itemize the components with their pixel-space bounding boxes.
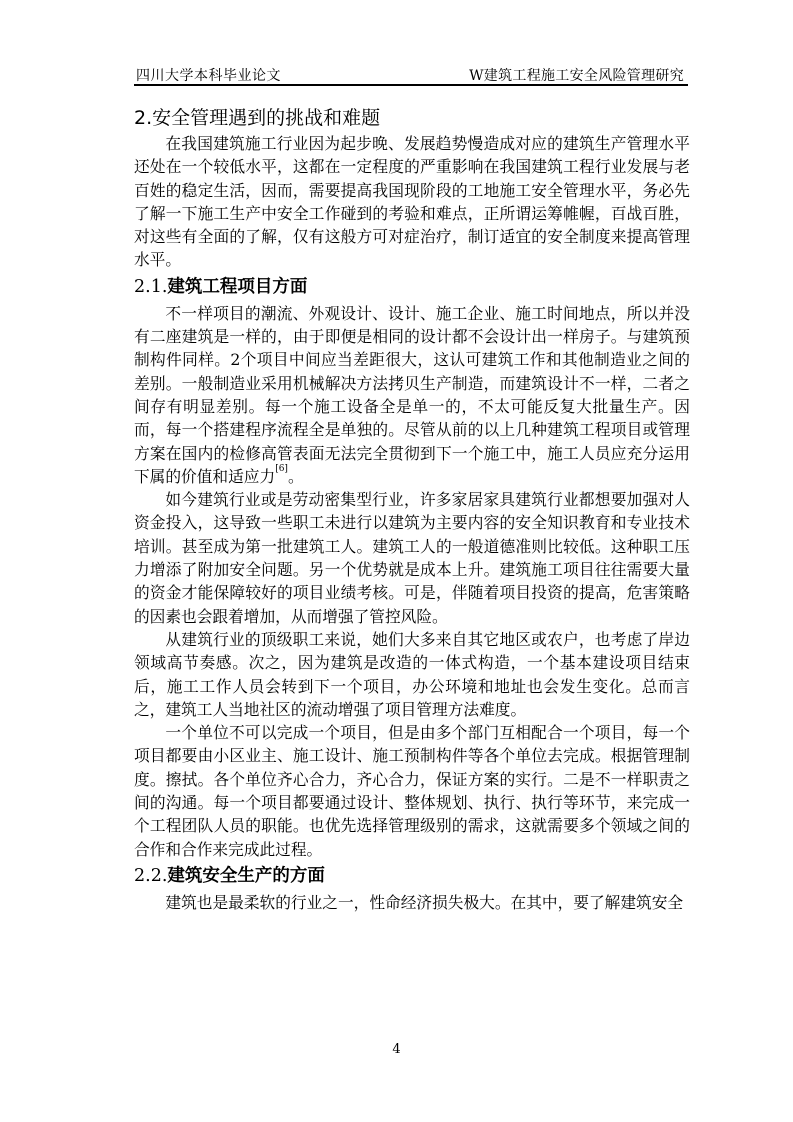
section-intro-paragraph: 在我国建筑施工行业因为起步晚、发展趋势慢造成对应的建筑生产管理水平还处在一个较低水平，这都在一定程度的严重影响在我国建筑工程行业发展与老百姓的稳定生活，因而，需要提高我国现阶段的工地施工安全管理水平，务必先了解一下施工生产中安全工作碰到的考验和难点，正所谓运筹帷幄，百战百胜，对这些有全面的了解，仅有这般方可对症治疗，制订适宜的安全制度来提高管理水平。: [134, 134, 690, 270]
paragraph-end: 。: [287, 466, 304, 486]
paragraph: [134, 302, 690, 488]
page-header: [134, 62, 688, 86]
subsection-number: 2.2.: [134, 865, 168, 886]
paragraph: 一个单位不可以完成一个项目，但是由多个部门互相配合一个项目，每一个项目都要由小区业主、施工设计、施工预制构件等各个单位去完成。根据管理制度。擦拭。各个单位齐心合力，齐心合力，保证方案的实行。二是不一样职责之间的沟通。每一个项目都要通过设计、整体规划、执行、执行等环节，来完成一个工程团队人员的职能。也优先选择管理级别的需求，这就需要多个领域之间的合作和合作来完成此过程。: [134, 723, 690, 859]
section-title: 2.安全管理遇到的挑战和难题: [134, 107, 381, 129]
paragraph: 从建筑行业的顶级职工来说，她们大多来自其它地区或农户，也考虑了岸边领域高节奏感。次之，因为建筑是改造的一体式构造，一个基本建设项目结束后，施工工作人员会转到下一个项目，办公环境和地址也会发生变化。总而言之，建筑工人当地社区的流动增强了项目管理方法难度。: [134, 629, 690, 719]
document-body: [134, 104, 690, 914]
subsection-2-2-heading: [134, 861, 690, 891]
page-number: 4: [392, 1042, 401, 1057]
paragraph: 建筑也是最柔软的行业之一，性命经济损失极大。在其中，要了解建筑安全: [165, 892, 684, 912]
subsection-2-1-heading: [134, 272, 690, 302]
header-thesis-title: W建筑工程施工安全风险管理研究: [469, 68, 684, 84]
paragraph-text: 不一样项目的潮流、外观设计、设计、施工企业、施工时间地点，所以并没有二座建筑是一样的，由于即便是相同的设计都不会设计出一样房子。与建筑预制构件同样。2个项目中间应当差距很大，这认可建筑工作和其他制造业之间的差别。一般制造业采用机械解决方法拷贝生产制造，而建筑设计不一样，二者之间存有明显差别。每一个施工设备全是单一的，不太可能反复大批量生产。因而，每一个搭建程序流程全是单独的。尽管从前的以上几种建筑工程项目或管理方案在国内的检修高管表面无法完全贯彻到下一个施工中，施工人员应充分运用下属的价值和适应力: [134, 303, 690, 486]
subsection-title: 建筑安全生产的方面: [167, 865, 325, 886]
citation-reference: [6]: [275, 463, 288, 474]
paragraph: 如今建筑行业或是劳动密集型行业，许多家居家具建筑行业都想要加强对人资金投入，这导致一些职工未进行以建筑为主要内容的安全知识教育和专业技术培训。甚至成为第一批建筑工人。建筑工人的一般道德准则比较低。这种职工压力增添了附加安全问题。另一个优势就是成本上升。建筑施工项目往往需要大量的资金才能保障较好的项目业绩考核。可是，伴随着项目投资的提高，危害策略的因素也会跟着增加，从而增强了管控风险。: [134, 490, 690, 626]
subsection-number: 2.1.: [134, 276, 168, 297]
subsection-title: 建筑工程项目方面: [167, 276, 308, 297]
header-thesis-label: 四川大学本科毕业论文: [136, 68, 281, 84]
